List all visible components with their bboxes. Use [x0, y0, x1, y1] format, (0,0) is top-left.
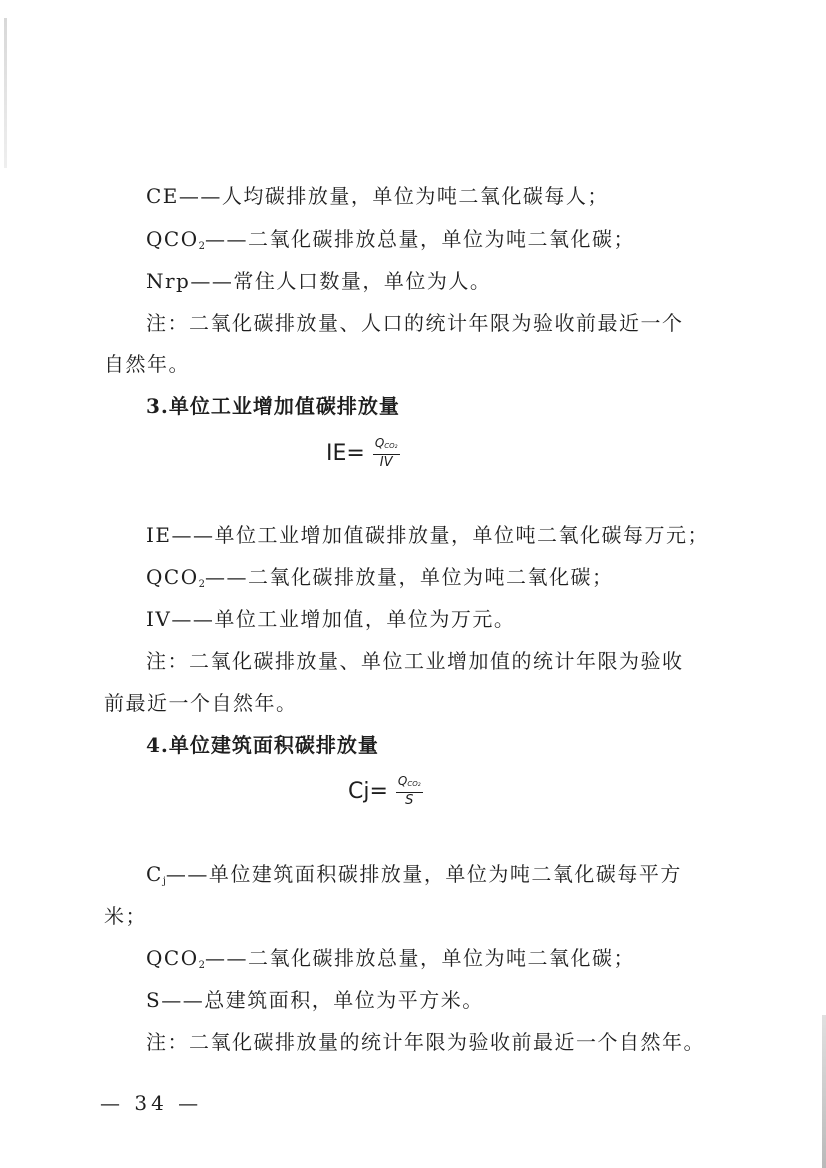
- cj-formula-lhs: Cj=: [348, 778, 388, 804]
- section-heading-4: 4.单位建筑面积碳排放量: [146, 733, 379, 757]
- scan-edge-shadow-left: [4, 18, 7, 168]
- ie-definition: IE——单位工业增加值碳排放量，单位吨二氧化碳每万元；: [146, 523, 709, 547]
- note-2-line-1: 注：二氧化碳排放量、单位工业增加值的统计年限为验收: [146, 649, 684, 673]
- nrp-definition: Nrp——常住人口数量，单位为人。: [146, 269, 492, 293]
- qco2-prefix: QCO: [146, 565, 199, 589]
- cj-prefix: C: [146, 862, 163, 886]
- cj-fraction-denominator: S: [405, 793, 414, 808]
- qco2-definition-2: [146, 564, 613, 598]
- s-definition: S——总建筑面积，单位为平方米。: [146, 988, 484, 1012]
- qco2-subscript: 2: [198, 241, 205, 252]
- numerator-symbol: Q: [397, 774, 408, 788]
- qco2-definition-text: ——二氧化碳排放量，单位为吨二氧化碳；: [204, 565, 614, 589]
- ie-formula-lhs: IE=: [326, 440, 365, 466]
- note-2-line-2: 前最近一个自然年。: [104, 691, 298, 715]
- ie-formula-fraction: [373, 436, 400, 470]
- ie-fraction-numerator: [373, 436, 400, 455]
- cj-definition-line-1: [146, 861, 682, 895]
- ce-definition: CE——人均碳排放量，单位为吨二氧化碳每人；: [146, 184, 609, 208]
- numerator-subscript: CO₂: [407, 780, 421, 788]
- qco2-definition-1: [146, 226, 635, 260]
- qco2-definition-text: ——二氧化碳排放总量，单位为吨二氧化碳；: [204, 227, 635, 251]
- qco2-definition-text: ——二氧化碳排放总量，单位为吨二氧化碳；: [204, 946, 635, 970]
- qco2-definition-3: [146, 945, 635, 979]
- note-3: 注：二氧化碳排放量的统计年限为验收前最近一个自然年。: [146, 1030, 705, 1054]
- ie-fraction-denominator: IV: [379, 455, 393, 470]
- qco2-prefix: QCO: [146, 227, 199, 251]
- cj-subscript: j: [162, 876, 166, 887]
- numerator-subscript: CO₂: [384, 442, 398, 450]
- cj-formula-fraction: [396, 774, 423, 808]
- cj-definition-text: ——单位建筑面积碳排放量，单位为吨二氧化碳每平方: [165, 862, 682, 886]
- ie-formula: [326, 436, 400, 470]
- note-1-line-2: 自然年。: [104, 352, 190, 376]
- qco2-subscript: 2: [198, 579, 205, 590]
- numerator-symbol: Q: [374, 436, 385, 450]
- qco2-prefix: QCO: [146, 946, 199, 970]
- scan-edge-shadow-right: [822, 1015, 826, 1168]
- cj-formula: [348, 774, 423, 808]
- cj-definition-line-2: 米；: [104, 904, 147, 928]
- page-number: — 34 —: [100, 1091, 203, 1115]
- note-1-line-1: 注：二氧化碳排放量、人口的统计年限为验收前最近一个: [146, 311, 684, 335]
- cj-fraction-numerator: [396, 774, 423, 793]
- section-heading-3: 3.单位工业增加值碳排放量: [146, 394, 400, 418]
- qco2-subscript: 2: [198, 960, 205, 971]
- iv-definition: IV——单位工业增加值，单位为万元。: [146, 607, 516, 631]
